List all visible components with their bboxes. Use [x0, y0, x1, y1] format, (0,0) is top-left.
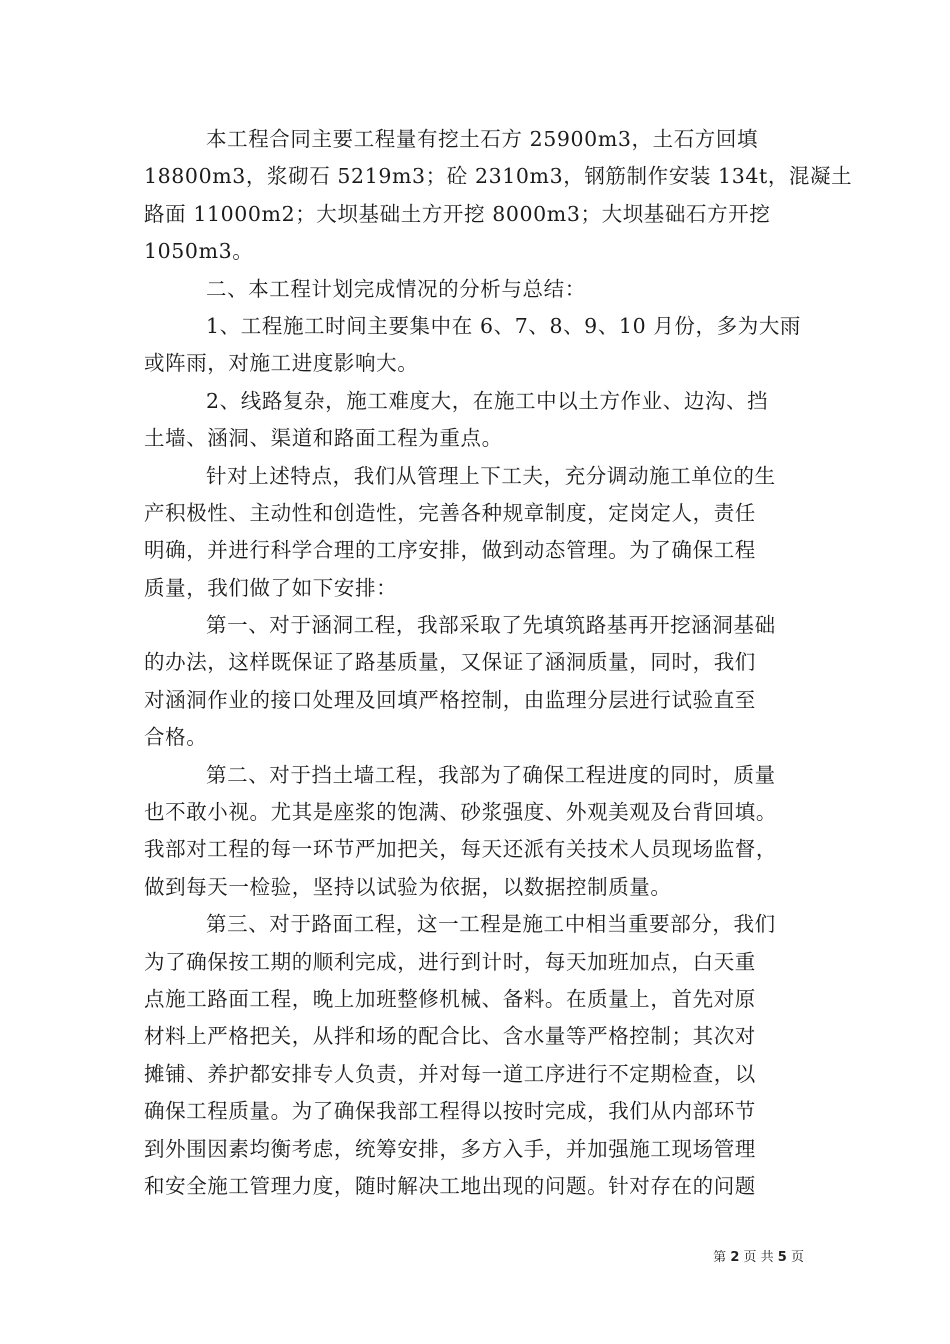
text-line: 1、工程施工时间主要集中在 6、7、8、9、10 月份，多为大雨	[206, 313, 802, 338]
text-line: 合格。	[144, 725, 208, 750]
page-number-footer	[713, 1246, 804, 1265]
text-line: 的办法，这样既保证了路基质量，又保证了涵洞质量，同时，我们	[144, 650, 756, 675]
text-line: 本工程合同主要工程量有挖土石方 25900m3，土石方回填	[206, 127, 759, 151]
text-line: 产积极性、主动性和创造性，完善各种规章制度，定岗定人，责任	[144, 500, 756, 525]
text-line: 对涵洞作业的接口处理及回填严格控制，由监理分层进行试验直至	[144, 687, 756, 712]
text-line: 第一、对于涵洞工程，我部采取了先填筑路基再开挖涵洞基础	[206, 613, 776, 638]
text-line: 做到每天一检验，坚持以试验为依据，以数据控制质量。	[144, 874, 672, 899]
text-line: 和安全施工管理力度，随时解决工地出现的问题。针对存在的问题	[144, 1173, 756, 1198]
text-line: 2、线路复杂，施工难度大，在施工中以土方作业、边沟、挡	[206, 388, 769, 413]
text-line: 我部对工程的每一环节严加把关，每天还派有关技术人员现场监督，	[144, 837, 777, 862]
current-page-number: 2	[730, 1250, 740, 1265]
text-line: 18800m3，浆砌石 5219m3；砼 2310m3，钢筋制作安装 134t，混凝土	[144, 164, 853, 189]
text-line: 第三、对于路面工程，这一工程是施工中相当重要部分，我们	[206, 912, 776, 937]
text-line: 点施工路面工程，晚上加班整修机械、备料。在质量上，首先对原	[144, 986, 756, 1011]
section-heading: 二、本工程计划完成情况的分析与总结：	[206, 276, 586, 301]
text-line: 或阵雨，对施工进度影响大。	[144, 351, 419, 376]
text-line: 为了确保按工期的顺利完成，进行到计时，每天加班加点，白天重	[144, 949, 756, 974]
text-line: 第二、对于挡土墙工程，我部为了确保工程进度的同时，质量	[206, 762, 776, 787]
text-line: 明确，并进行科学合理的工序安排，做到动态管理。为了确保工程	[144, 538, 756, 563]
text-line: 质量，我们做了如下安排：	[144, 575, 398, 600]
footer-suffix: 页	[790, 1250, 804, 1265]
text-line: 1050m3。	[144, 239, 254, 264]
text-line: 确保工程质量。为了确保我部工程得以按时完成，我们从内部环节	[144, 1099, 756, 1124]
text-line: 摊铺、养护都安排专人负责，并对每一道工序进行不定期检查，以	[144, 1061, 756, 1086]
text-line: 到外围因素均衡考虑，统筹安排，多方入手，并加强施工现场管理	[144, 1136, 756, 1161]
text-line: 针对上述特点，我们从管理上下工夫，充分调动施工单位的生	[206, 463, 776, 488]
body-text	[144, 121, 853, 1205]
text-line: 也不敢小视。尤其是座浆的饱满、砂浆强度、外观美观及台背回填。	[144, 800, 777, 825]
footer-prefix: 第	[713, 1250, 727, 1265]
footer-middle: 页 共	[743, 1250, 774, 1265]
total-pages-number: 5	[777, 1250, 787, 1265]
text-line: 材料上严格把关，从拌和场的配合比、含水量等严格控制；其次对	[144, 1024, 756, 1049]
text-line: 土墙、涵洞、渠道和路面工程为重点。	[144, 426, 503, 451]
text-line: 路面 11000m2；大坝基础土方开挖 8000m3；大坝基础石方开挖	[144, 201, 771, 226]
